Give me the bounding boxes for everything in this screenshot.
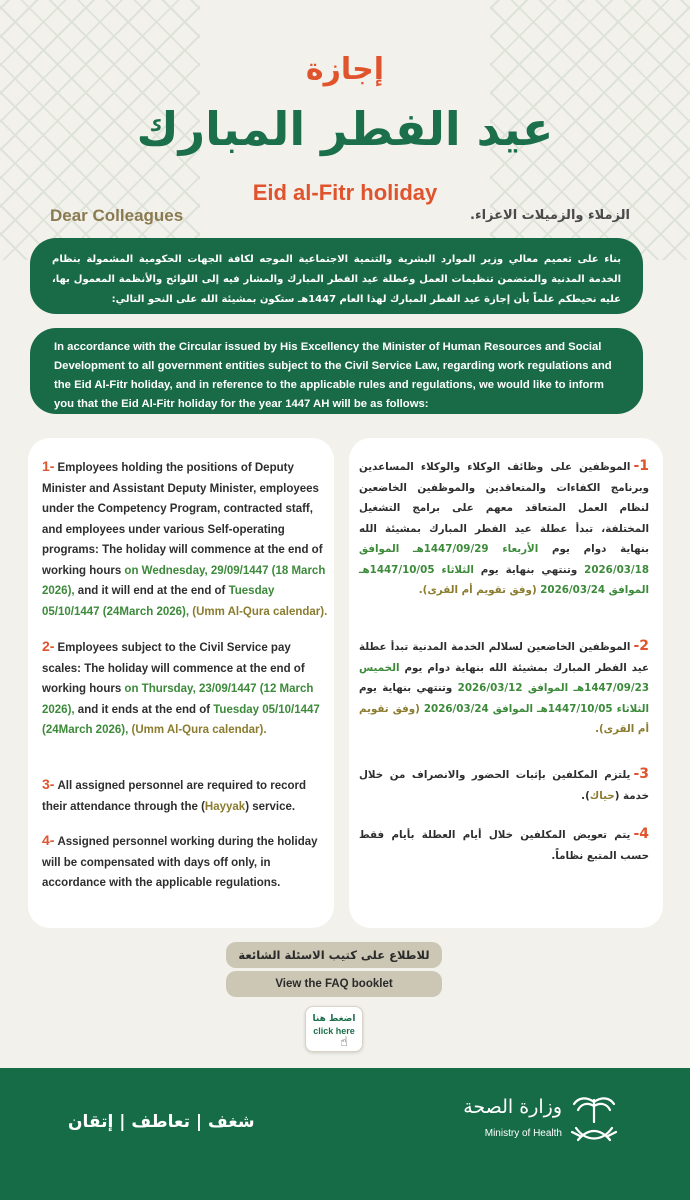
greeting-en: Dear Colleagues [50,206,184,225]
ministry-name-en: Ministry of Health [484,1128,562,1139]
greeting-ar: الزملاء والزميلات الاعزاء. [470,208,630,223]
faq-ar-button[interactable]: للاطلاع على كتيب الاسئلة الشائعة [226,942,442,968]
footer [0,1068,690,1200]
click-here-ar: اضغط هنا [312,1014,356,1024]
list-item-ar-4: 4-يتم تعويض المكلفين خلال أيام العطلة بأيام فقط حسب المتبع نظاماً. [359,826,649,862]
page-title-en: Eid al-Fitr holiday [252,180,438,205]
palm-swords-emblem-icon [566,1092,622,1152]
arabic-card [349,438,663,928]
intro-ar-box: بناء على تعميم معالي وزير الموارد البشرية والتنمية الاجتماعية الموجه لكافة الجهات الحكومية المشمولة بنظام الخدمة المدنية والمتضمن تنظيمات العمل وعطلة عيد الفطر المبارك والمشار فيه إلى اللوائح والأنظمة المعمول بها، عليه نحيطكم علماً بأن إجازة عيد الفطر المبارك لهذا العام 1447هـ ستكون بمشيئة الله على النحو التالي: [30,238,643,314]
english-card [28,438,334,928]
list-item-en-2: 2- Employees subject to the Civil Service pay scales: The holiday will commence at the end of working hours on Thursday, 23/09/1447 (12 March 2026), and it ends at the end of Tuesday 05/10/1447 (24March 2026), (Umm Al-Qura calendar). [42,638,320,736]
ministry-name-ar: وزارة الصحة [463,1096,562,1118]
click-here-en: click here [313,1026,355,1036]
list-item-en-1: 1- Employees holding the positions of Deputy Minister and Assistant Deputy Minister, employees under the Competency Program, contracted staff, and employees under various Self-operating programs: The holiday will commence at the end of working hours on Wednesday, 29/09/1447 (18 March 2026), and it will end at the end of Tuesday 05/10/1447 (24March 2026), (Umm Al-Qura calendar). [42,458,328,618]
list-item-ar-3: 3-يلتزم المكلفين بإثبات الحضور والانصراف من خلال خدمة (حياك). [359,766,649,802]
click-here-button[interactable] [305,1006,363,1052]
intro-en-box: In accordance with the Circular issued by His Excellency the Minister of Human Resources and Social Development to all government entities subject to the Civil Service Law, regarding work regulations and the Eid Al-Fitr holiday, and in reference to the applicable rules and regulations, we would like to inform you that the Eid Al-Fitr holiday for the year 1447 AH will be as follows: [30,328,643,414]
list-item-ar-1: 1-الموظفين على وظائف الوكلاء والوكلاء المساعدين وبرنامج الكفاءات والمتعاقدين والموظفين الخاضعين لنظام العمل المتعاقد معهم على برامج التشغيل المختلفة، تبدأ عطلة عيد الفطر المبارك بمشيئة الله بنهاية دوام يوم الأربعاء 1447/09/29هـ الموافق 2026/03/18 وتنتهي بنهاية يوم الثلاثاء 1447/10/05هـ الموافق 2026/03/24 (وفق تقويم أم القرى). [359,458,649,596]
ministry-logo [462,1090,622,1160]
footer-slogan: شغف | تعاطف | إتقان [68,1112,255,1132]
list-item-ar-2: 2-الموظفين الخاضعين لسلالم الخدمة المدنية تبدأ عطلة عيد الفطر المبارك بمشيئة الله بنهاية دوام يوم الخميس 1447/09/23هـ الموافق 2026/03/12 وتنتهي بنهاية يوم الثلاثاء 1447/10/05هـ الموافق 2026/03/24 (وفق تقويم أم القرى). [359,638,650,735]
title-ijaza: إجازة [305,52,385,87]
faq-en-button[interactable]: View the FAQ booklet [226,971,442,997]
list-item-en-3: 3- All assigned personnel are required to record their attendance through the (Hayyak) service. [42,776,307,813]
list-item-en-4: 4- Assigned personnel working during the holiday will be compensated with days off only, in accordance with the applicable regulations. [42,832,318,889]
page-title: عيد الفطر المبارك [136,102,554,156]
pointer-hand-icon: ☝ [340,1035,348,1050]
